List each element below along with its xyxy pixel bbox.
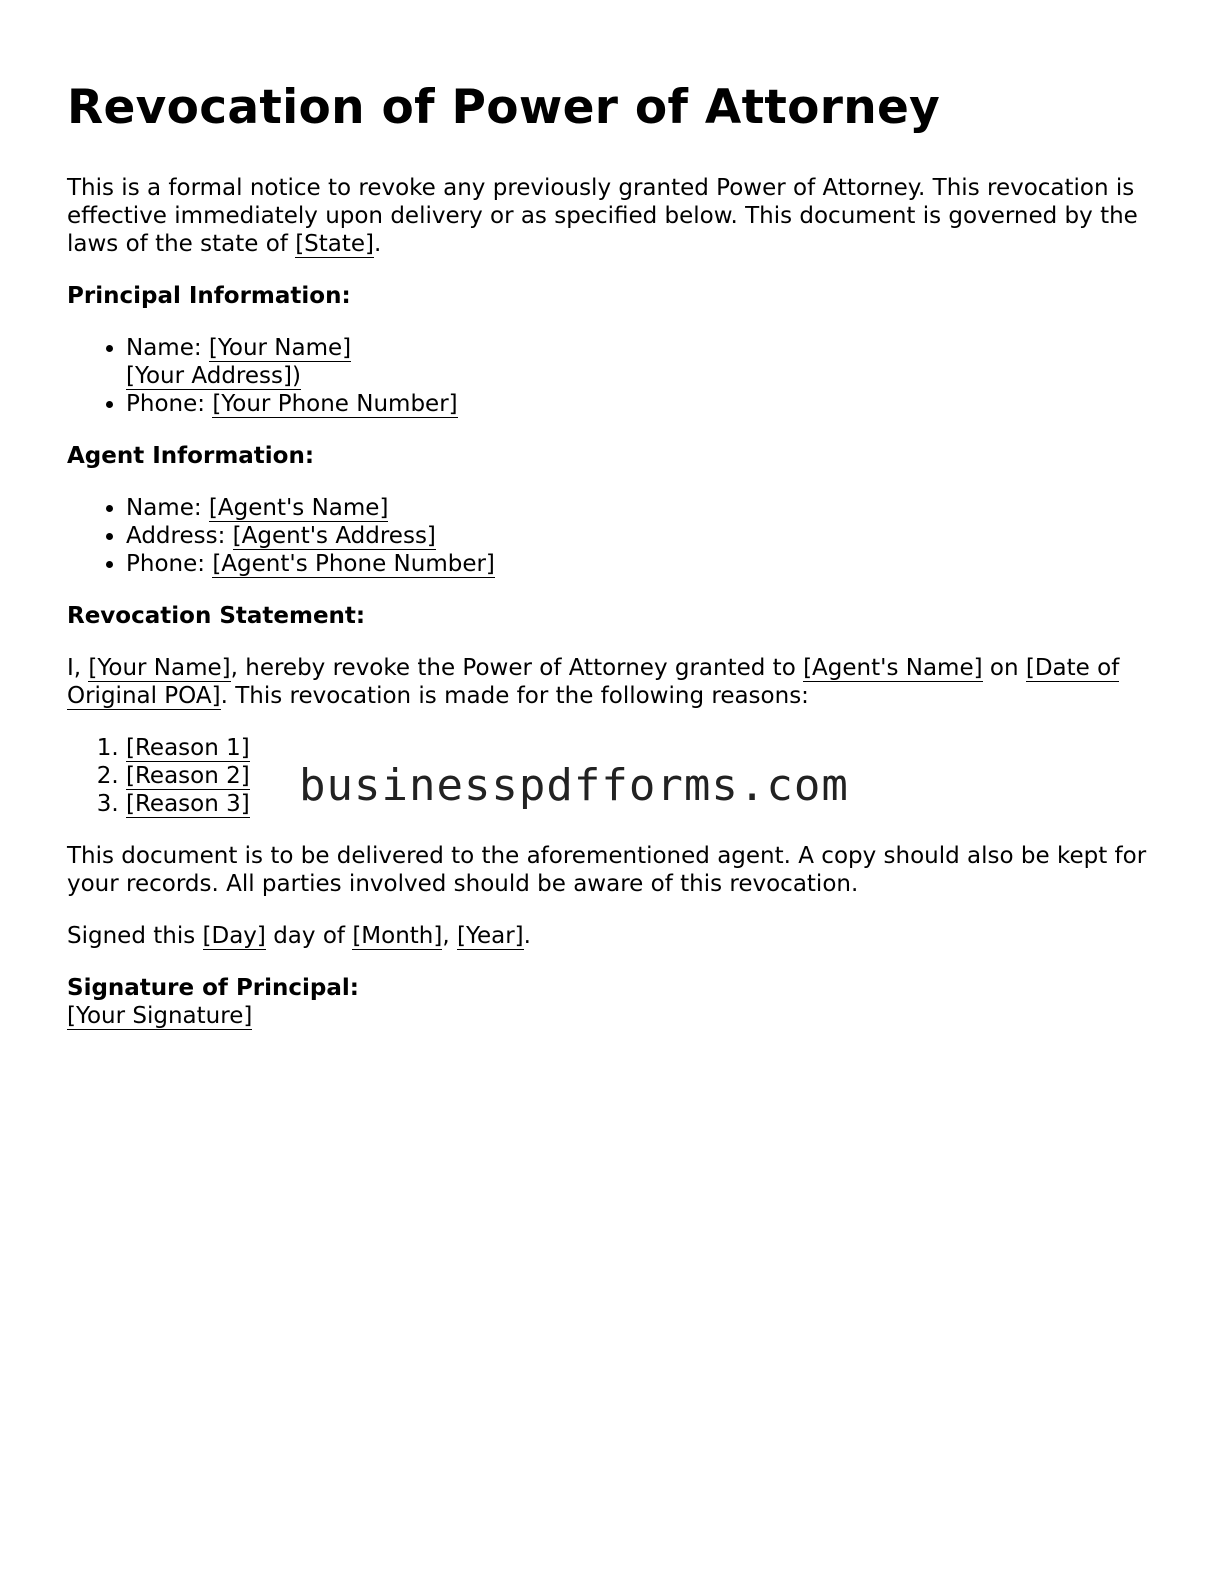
agent-list bbox=[67, 494, 1157, 578]
signature-placeholder[interactable]: [Your Signature] bbox=[67, 1003, 253, 1029]
revocation-text-4: . This revocation is made for the following reasons: bbox=[220, 683, 809, 709]
revocation-paragraph bbox=[67, 654, 1157, 710]
document-title: Revocation of Power of Attorney bbox=[67, 80, 941, 135]
agent-phone-label: Phone: bbox=[126, 551, 213, 577]
agent-name-label: Name: bbox=[126, 495, 209, 521]
principal-name-label: Name: bbox=[126, 335, 209, 361]
month-placeholder[interactable]: [Month] bbox=[352, 923, 443, 949]
signed-text-3: , bbox=[442, 923, 457, 949]
intro-text-end: . bbox=[374, 231, 382, 257]
agent-phone-placeholder[interactable]: [Agent's Phone Number] bbox=[212, 551, 495, 577]
reason-item bbox=[126, 734, 1157, 762]
signature-block bbox=[67, 974, 1157, 1030]
revocation-text-3: on bbox=[982, 655, 1026, 681]
reason-2-placeholder[interactable]: [Reason 2] bbox=[126, 763, 250, 789]
year-placeholder[interactable]: [Year] bbox=[456, 923, 524, 949]
principal-phone-item bbox=[126, 390, 1157, 418]
agent-address-item bbox=[126, 522, 1157, 550]
delivery-paragraph: This document is to be delivered to the aforementioned agent. A copy should also be kept for your records. All parties involved should be aware of this revocation. bbox=[67, 843, 1147, 897]
intro-paragraph bbox=[67, 174, 1157, 258]
intro-text: This is a formal notice to revoke any previously granted Power of Attorney. This revocation is effective immediately upon delivery or as specified below. This document is governed by the laws of the state of bbox=[67, 175, 1138, 257]
agent-address-placeholder[interactable]: [Agent's Address] bbox=[232, 523, 436, 549]
document-page bbox=[67, 80, 1157, 1030]
principal-name-placeholder[interactable]: [Your Name] bbox=[208, 335, 352, 361]
agent-phone-item bbox=[126, 550, 1157, 578]
principal-list bbox=[67, 334, 1157, 418]
revocation-name-placeholder[interactable]: [Your Name] bbox=[88, 655, 231, 681]
revocation-text-1: I, bbox=[67, 655, 89, 681]
agent-heading: Agent Information: bbox=[67, 443, 315, 469]
reason-1-placeholder[interactable]: [Reason 1] bbox=[126, 735, 250, 761]
revocation-agent-placeholder[interactable]: [Agent's Name] bbox=[803, 655, 983, 681]
principal-name-item bbox=[126, 334, 1157, 390]
signed-text-1: Signed this bbox=[67, 923, 203, 949]
signed-text-4: . bbox=[523, 923, 531, 949]
principal-heading: Principal Information: bbox=[67, 283, 351, 309]
reason-3-placeholder[interactable]: [Reason 3] bbox=[126, 791, 250, 817]
revocation-text-2: , hereby revoke the Power of Attorney granted to bbox=[230, 655, 804, 681]
principal-phone-label: Phone: bbox=[126, 391, 213, 417]
principal-phone-placeholder[interactable]: [Your Phone Number] bbox=[212, 391, 458, 417]
principal-address-placeholder[interactable]: [Your Address]) bbox=[126, 363, 301, 389]
agent-name-item bbox=[126, 494, 1157, 522]
revocation-date-placeholder[interactable]: [Date of Original POA] bbox=[67, 655, 1120, 709]
revocation-heading: Revocation Statement: bbox=[67, 603, 366, 629]
signed-text-2: day of bbox=[265, 923, 353, 949]
signature-heading: Signature of Principal: bbox=[67, 975, 359, 1001]
agent-name-placeholder[interactable]: [Agent's Name] bbox=[208, 495, 389, 521]
signed-paragraph bbox=[67, 922, 1157, 950]
watermark: businesspdfforms.com bbox=[299, 760, 849, 811]
agent-address-label: Address: bbox=[126, 523, 233, 549]
day-placeholder[interactable]: [Day] bbox=[202, 923, 266, 949]
state-placeholder[interactable]: [State] bbox=[295, 231, 375, 257]
